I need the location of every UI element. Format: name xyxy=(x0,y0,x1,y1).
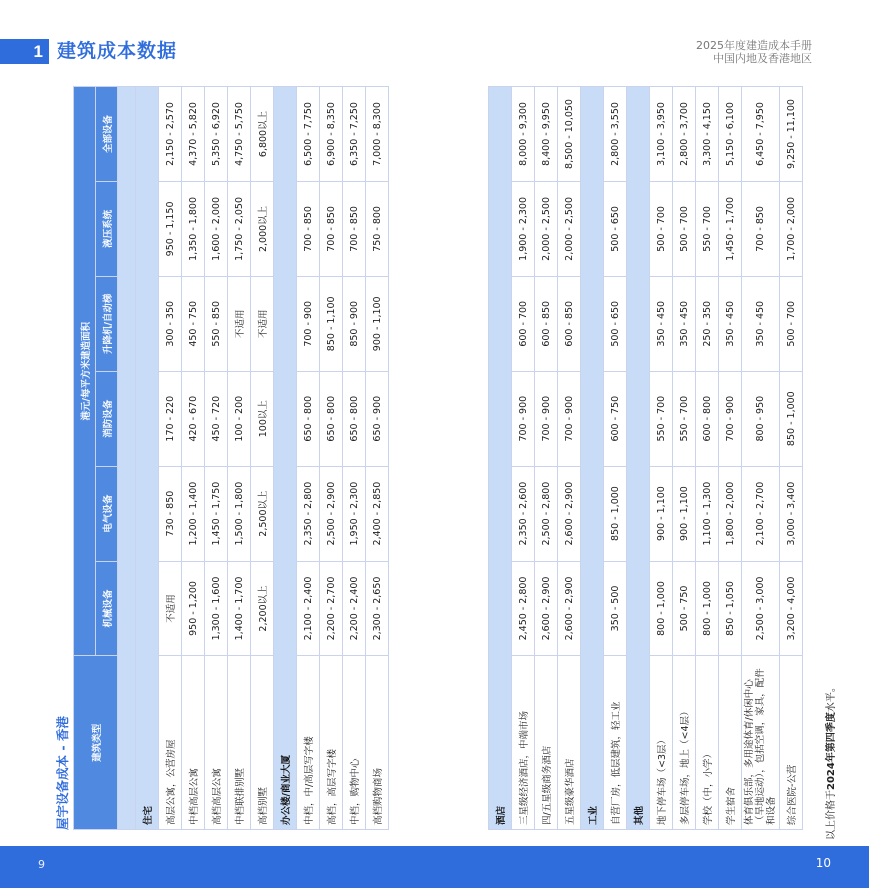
cost-cell: 1,100 - 1,300 xyxy=(696,466,719,561)
cost-cell: 7,000 - 8,300 xyxy=(366,87,389,182)
section-row xyxy=(136,87,159,830)
row-label: 中档，购物中心 xyxy=(343,656,366,830)
cost-cell: 600 - 700 xyxy=(512,276,535,371)
cost-cell: 不适用 xyxy=(251,276,274,371)
table-row xyxy=(228,87,251,830)
cost-cell: 1,500 - 1,800 xyxy=(228,466,251,561)
cost-cell: 1,450 - 1,700 xyxy=(719,181,742,276)
cost-cell: 600 - 850 xyxy=(558,276,581,371)
header-row-group xyxy=(74,87,96,830)
cost-cell: 1,200 - 1,400 xyxy=(182,466,205,561)
table-row xyxy=(673,87,696,830)
cost-cell: 4,750 - 5,750 xyxy=(228,87,251,182)
cost-cell: 550 - 700 xyxy=(673,371,696,466)
chapter-title: 建筑成本数据 xyxy=(57,40,178,62)
cost-cell: 600 - 750 xyxy=(604,371,627,466)
spacer-row xyxy=(118,87,136,830)
cost-table-hotel-industrial-other xyxy=(488,86,838,830)
cost-cell: 500 - 750 xyxy=(673,561,696,656)
cost-cell: 650 - 800 xyxy=(320,371,343,466)
handbook-header xyxy=(696,39,812,65)
cost-cell: 600 - 800 xyxy=(696,371,719,466)
cost-cell: 700 - 900 xyxy=(719,371,742,466)
cost-cell: 2,600 - 2,900 xyxy=(535,561,558,656)
row-label: 学生宿舍 xyxy=(719,656,742,830)
table-row xyxy=(558,87,581,830)
cost-cell: 2,600 - 2,900 xyxy=(558,466,581,561)
cost-cell: 2,500 - 3,000 xyxy=(742,561,780,656)
row-label: 五星级豪华酒店 xyxy=(558,656,581,830)
section-label: 其他 xyxy=(627,87,650,830)
table-row xyxy=(297,87,320,830)
cost-cell: 100 - 200 xyxy=(228,371,251,466)
cost-cell: 2,000以上 xyxy=(251,181,274,276)
col-header-lift: 升降机/自动梯 xyxy=(96,276,118,371)
cost-cell: 700 - 850 xyxy=(742,181,780,276)
cost-cell: 9,250 - 11,100 xyxy=(780,87,803,182)
table-row xyxy=(650,87,673,830)
cost-cell: 1,400 - 1,700 xyxy=(228,561,251,656)
cost-cell: 1,300 - 1,600 xyxy=(205,561,228,656)
cost-cell: 850 - 1,000 xyxy=(780,371,803,466)
note-suffix: 水平。 xyxy=(826,682,837,713)
cost-cell: 350 - 500 xyxy=(604,561,627,656)
cost-cell: 700 - 850 xyxy=(320,181,343,276)
cost-cell: 700 - 900 xyxy=(512,371,535,466)
table-row xyxy=(719,87,742,830)
cost-cell: 350 - 450 xyxy=(742,276,780,371)
cost-cell: 700 - 900 xyxy=(558,371,581,466)
cost-cell: 2,800 - 3,550 xyxy=(604,87,627,182)
cost-cell: 2,200以上 xyxy=(251,561,274,656)
section-label: 办公楼/商业大厦 xyxy=(274,87,297,830)
cost-cell: 2,350 - 2,800 xyxy=(297,466,320,561)
cost-cell: 2,100 - 2,700 xyxy=(742,466,780,561)
cost-cell: 1,800 - 2,000 xyxy=(719,466,742,561)
cost-cell: 850 - 1,100 xyxy=(320,276,343,371)
cost-cell: 3,100 - 3,950 xyxy=(650,87,673,182)
note-bold: 2024年第四季度 xyxy=(826,712,837,790)
row-label: 综合医院-公营 xyxy=(780,656,803,830)
cost-cell: 550 - 700 xyxy=(696,181,719,276)
cost-cell: 8,500 - 10,050 xyxy=(558,87,581,182)
cost-cell: 250 - 350 xyxy=(696,276,719,371)
cost-cell: 350 - 450 xyxy=(650,276,673,371)
cost-cell: 900 - 1,100 xyxy=(673,466,696,561)
cost-cell: 2,600 - 2,900 xyxy=(558,561,581,656)
row-label: 三星级经济酒店，中端市场 xyxy=(512,656,535,830)
cost-cell: 730 - 850 xyxy=(159,466,182,561)
section-label: 住宅 xyxy=(136,87,159,830)
cost-cell: 170 - 220 xyxy=(159,371,182,466)
cost-cell: 2,100 - 2,400 xyxy=(297,561,320,656)
cost-cell: 500 - 700 xyxy=(650,181,673,276)
cost-cell: 420 - 670 xyxy=(182,371,205,466)
col-header-type: 建筑类型 xyxy=(74,656,118,830)
note-prefix: 以上价格于 xyxy=(826,790,837,840)
cost-cell: 5,150 - 6,100 xyxy=(719,87,742,182)
table-row xyxy=(512,87,535,830)
cost-cell: 350 - 450 xyxy=(719,276,742,371)
cost-cell: 700 - 850 xyxy=(297,181,320,276)
table-row xyxy=(780,87,803,830)
cost-cell: 2,800 - 3,700 xyxy=(673,87,696,182)
cost-table-continued xyxy=(488,86,803,830)
table-row xyxy=(742,87,780,830)
cost-cell: 1,600 - 2,000 xyxy=(205,181,228,276)
cost-cell: 1,900 - 2,300 xyxy=(512,181,535,276)
page-number-left: 9 xyxy=(38,858,45,871)
section-row xyxy=(581,87,604,830)
cost-cell: 800 - 1,000 xyxy=(696,561,719,656)
row-label: 多层停车场，地上（<4层） xyxy=(673,656,696,830)
cost-cell: 650 - 800 xyxy=(343,371,366,466)
table-row xyxy=(320,87,343,830)
cost-cell: 3,000 - 3,400 xyxy=(780,466,803,561)
cost-cell: 6,900 - 8,350 xyxy=(320,87,343,182)
cost-cell: 1,350 - 1,800 xyxy=(182,181,205,276)
col-header-total: 全部设备 xyxy=(96,87,118,182)
cost-cell: 8,000 - 9,300 xyxy=(512,87,535,182)
cost-cell: 850 - 1,050 xyxy=(719,561,742,656)
cost-cell: 6,450 - 7,950 xyxy=(742,87,780,182)
row-label: 高档别墅 xyxy=(251,656,274,830)
row-label: 学校（中，小学） xyxy=(696,656,719,830)
cost-cell: 1,700 - 2,000 xyxy=(780,181,803,276)
cost-cell: 450 - 750 xyxy=(182,276,205,371)
col-header-fire: 消防设备 xyxy=(96,371,118,466)
handbook-title: 2025年度建造成本手册 xyxy=(696,39,812,52)
cost-cell: 6,350 - 7,250 xyxy=(343,87,366,182)
cost-cell: 600 - 850 xyxy=(535,276,558,371)
cost-cell: 700 - 900 xyxy=(297,276,320,371)
cost-cell: 900 - 1,100 xyxy=(366,276,389,371)
cost-cell: 1,750 - 2,050 xyxy=(228,181,251,276)
cost-cell: 不适用 xyxy=(159,561,182,656)
cost-cell: 500 - 700 xyxy=(673,181,696,276)
cost-cell: 2,200 - 2,700 xyxy=(320,561,343,656)
cost-cell: 950 - 1,150 xyxy=(159,181,182,276)
region-label: 中国内地及香港地区 xyxy=(713,52,812,65)
cost-cell: 450 - 720 xyxy=(205,371,228,466)
col-header-mechanical: 机械设备 xyxy=(96,561,118,656)
row-label: 四/五星级商务酒店 xyxy=(535,656,558,830)
cost-cell: 850 - 1,000 xyxy=(604,466,627,561)
cost-cell: 3,300 - 4,150 xyxy=(696,87,719,182)
row-label: 体育俱乐部，多用途体育/休闲中心（旱地运动），包括空调，家具，配件和设备 xyxy=(742,656,780,830)
footer-bar xyxy=(0,846,869,888)
cost-cell: 6,800以上 xyxy=(251,87,274,182)
row-label: 高档购物商场 xyxy=(366,656,389,830)
section-row xyxy=(274,87,297,830)
cost-cell: 550 - 850 xyxy=(205,276,228,371)
cost-cell: 100以上 xyxy=(251,371,274,466)
cost-cell: 950 - 1,200 xyxy=(182,561,205,656)
table-body-2 xyxy=(489,87,803,830)
page-number-right: 10 xyxy=(815,856,831,870)
cost-cell: 500 - 650 xyxy=(604,181,627,276)
cost-cell: 2,000 - 2,500 xyxy=(558,181,581,276)
cost-table-residential-office xyxy=(52,86,384,830)
table-row xyxy=(696,87,719,830)
cost-cell: 2,450 - 2,800 xyxy=(512,561,535,656)
cost-cell: 2,000 - 2,500 xyxy=(535,181,558,276)
col-header-hydraulic: 液压系统 xyxy=(96,181,118,276)
cost-cell: 4,370 - 5,820 xyxy=(182,87,205,182)
cost-cell: 8,400 - 9,950 xyxy=(535,87,558,182)
cost-cell: 800 - 1,000 xyxy=(650,561,673,656)
cost-table xyxy=(73,86,389,830)
cost-cell: 700 - 850 xyxy=(343,181,366,276)
row-label: 高层公寓，公营房屋 xyxy=(159,656,182,830)
table-body-1 xyxy=(136,87,389,830)
section-row xyxy=(489,87,512,830)
cost-cell: 500 - 700 xyxy=(780,276,803,371)
table-row xyxy=(159,87,182,830)
table-row xyxy=(343,87,366,830)
cost-cell: 650 - 900 xyxy=(366,371,389,466)
cost-cell: 不适用 xyxy=(228,276,251,371)
row-label: 高档高层公寓 xyxy=(205,656,228,830)
col-header-unit-group: 港元/每平方米建造面积 xyxy=(74,87,96,656)
cost-cell: 550 - 700 xyxy=(650,371,673,466)
row-label: 地下停车场（<3层） xyxy=(650,656,673,830)
cost-cell: 2,500以上 xyxy=(251,466,274,561)
section-label: 酒店 xyxy=(489,87,512,830)
cost-cell: 2,150 - 2,570 xyxy=(159,87,182,182)
cost-cell: 2,300 - 2,650 xyxy=(366,561,389,656)
table-row xyxy=(251,87,274,830)
table-title: 屋宇设备成本 - 香港 xyxy=(55,716,70,830)
cost-cell: 650 - 800 xyxy=(297,371,320,466)
chapter-number: 1 xyxy=(0,39,49,64)
price-note xyxy=(822,682,837,840)
cost-cell: 2,350 - 2,600 xyxy=(512,466,535,561)
cost-cell: 2,400 - 2,850 xyxy=(366,466,389,561)
row-label: 中档联排别墅 xyxy=(228,656,251,830)
cost-cell: 3,200 - 4,000 xyxy=(780,561,803,656)
cost-cell: 2,500 - 2,900 xyxy=(320,466,343,561)
row-label: 中档高层公寓 xyxy=(182,656,205,830)
cost-cell: 6,500 - 7,750 xyxy=(297,87,320,182)
cost-cell: 1,450 - 1,750 xyxy=(205,466,228,561)
table-row xyxy=(366,87,389,830)
cost-cell: 700 - 900 xyxy=(535,371,558,466)
table-row xyxy=(205,87,228,830)
table-row xyxy=(604,87,627,830)
cost-cell: 300 - 350 xyxy=(159,276,182,371)
cost-cell: 750 - 800 xyxy=(366,181,389,276)
cost-cell: 2,200 - 2,400 xyxy=(343,561,366,656)
section-label: 工业 xyxy=(581,87,604,830)
cost-cell: 900 - 1,100 xyxy=(650,466,673,561)
row-label: 自营厂房，低层建筑，轻工业 xyxy=(604,656,627,830)
cost-cell: 5,350 - 6,920 xyxy=(205,87,228,182)
cost-cell: 800 - 950 xyxy=(742,371,780,466)
table-row xyxy=(535,87,558,830)
section-row xyxy=(627,87,650,830)
cost-cell: 350 - 450 xyxy=(673,276,696,371)
col-header-electrical: 电气设备 xyxy=(96,466,118,561)
cost-cell: 1,950 - 2,300 xyxy=(343,466,366,561)
cost-cell: 500 - 650 xyxy=(604,276,627,371)
row-label: 中档，中/高层写字楼 xyxy=(297,656,320,830)
cost-cell: 2,500 - 2,800 xyxy=(535,466,558,561)
table-row xyxy=(182,87,205,830)
cost-cell: 850 - 900 xyxy=(343,276,366,371)
row-label: 高档，高层写字楼 xyxy=(320,656,343,830)
